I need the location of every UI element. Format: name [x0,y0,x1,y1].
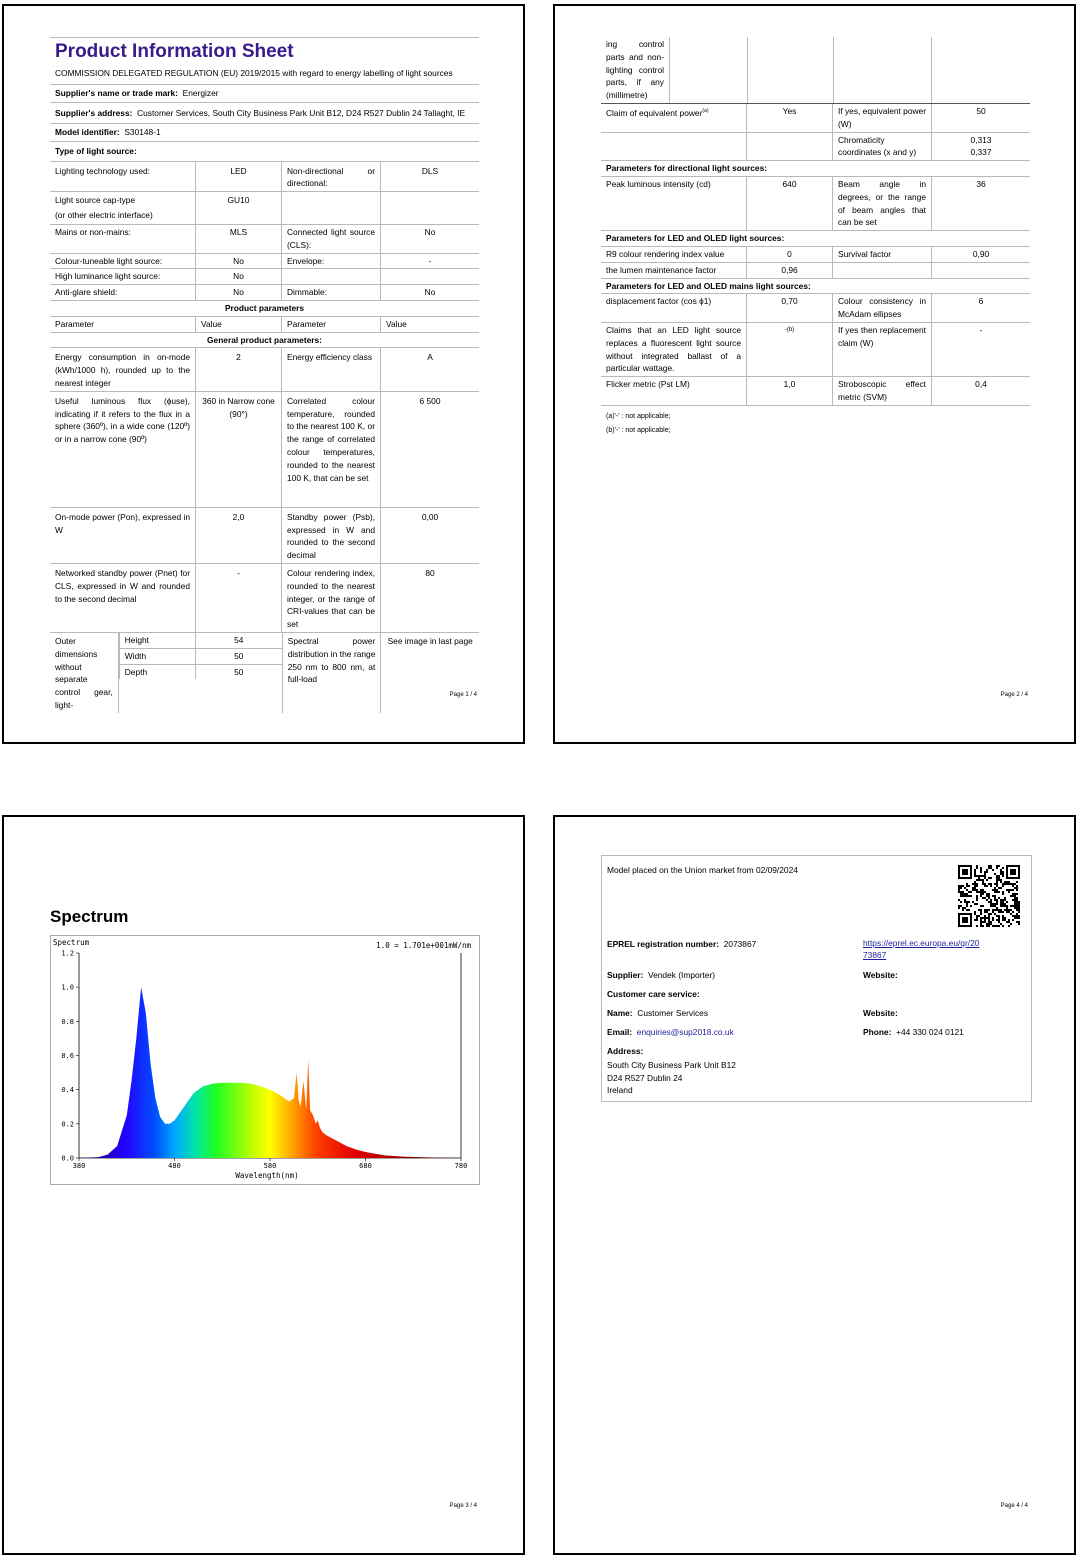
param-value: 36 [976,178,986,189]
param-value: 80 [425,567,435,578]
table-row [50,348,479,391]
param-label: Beam angle in degrees, or the range of beam angles that can be set [833,177,932,230]
dim-label: Height [119,633,196,648]
param-label: Energy efficiency class [282,348,381,390]
page-4 [553,815,1076,1555]
email-link[interactable]: enquiries@sup2018.co.uk [636,1027,734,1037]
param-value: - [428,255,432,266]
table-row [50,162,479,192]
param-label: Colour consistency in McAdam ellipses [833,294,932,322]
y-tick-label: 0.6 [61,1052,74,1060]
param-label: Dimmable: [282,285,381,300]
param-label: Useful luminous flux (ɸuse), indicating if it refers to the flux in a sphere (360º), in a wide cone (120º) or in a narrow cone (90º) [50,392,196,507]
email-row [607,1027,734,1037]
eprel-value: 2073867 [723,939,757,949]
param-label: displacement factor (cos ɸ1) [601,294,747,322]
param-value: 6 [978,296,984,307]
dims-subtable [119,633,283,713]
customer-care-label: Customer care service: [607,989,700,999]
empty-cell [932,37,1030,103]
table-row [601,323,1030,377]
param-label: Stroboscopic effect metric (SVM) [833,377,932,405]
continued-label: ing control parts and non-lighting control parts, if any (millimetre) [601,37,670,103]
param-value: No [196,285,282,300]
model-row [50,124,479,142]
empty-cell [747,133,833,161]
section-heading: Parameters for directional light sources: [606,163,768,174]
param-label: High luminance light source: [50,269,196,284]
table-row [50,564,479,633]
param-label: Colour-tuneable light source: [50,254,196,269]
column-header: Parameter [50,317,196,332]
address-block [607,1059,736,1097]
table-row [50,392,479,508]
product-information-table [50,37,479,713]
chart-title: Spectrum [53,938,90,947]
param-value: -(b) [747,323,833,376]
param-label: Claim of equivalent power [606,107,703,118]
dim-row [119,665,282,680]
section-cell [601,161,1030,176]
supplier-row [607,970,715,980]
section-row [601,231,1030,247]
address-label: Supplier's address: [55,107,133,118]
table-row [601,377,1030,406]
param-value: 6 500 [419,395,441,406]
param-value: 0,4 [975,379,987,390]
section-row [601,279,1030,295]
table-row [601,104,1030,133]
param-value: LED [196,162,282,191]
footnote-ref: (a) [702,107,709,114]
section-cell [601,231,1030,246]
supplier-cell [50,85,479,102]
param-label: On-mode power (Pon), expressed in W [50,508,196,563]
param-value: 0,313 0,337 [970,134,992,158]
param-label: Peak luminous intensity (cd) [601,177,747,230]
continued-cell [601,37,748,103]
page-2 [553,4,1076,744]
page-number: Page 1 / 4 [449,692,477,698]
param-label: Networked standby power (Pnet) for CLS, expressed in W and rounded to the second decimal [50,564,196,632]
param-value: 2 [196,348,282,390]
param-value: 0,90 [972,248,990,259]
param-label: Energy consumption in on-mode (kWh/1000 h), rounded up to the nearest integer [50,348,196,390]
param-value: - [979,324,983,335]
spd-value: See image in last page [387,635,473,646]
eprel-label: EPREL registration number: [607,939,719,949]
supplier-value: Energizer [182,87,219,98]
param-value: MLS [196,225,282,253]
section-row [601,161,1030,177]
supplier-value: Vendek (Importer) [647,970,715,980]
y-tick-label: 0.2 [61,1120,74,1129]
empty-cell [670,37,747,103]
supplier-row [50,85,479,103]
model-cell [50,124,479,141]
phone-label: Phone: [863,1027,892,1037]
table-row [601,247,1030,263]
eprel-info-box [601,855,1032,1102]
model-value: S30148-1 [124,127,161,138]
page-3 [2,815,525,1555]
param-label: Lighting technology used: [50,162,196,191]
param-value: 0,00 [421,511,439,522]
param-label: R9 colour rendering index value [601,247,747,262]
dim-value: 50 [234,666,244,677]
param-label: Light source cap-type (or other electric interface) [50,192,196,224]
page-number: Page 4 / 4 [1000,1503,1028,1509]
param-value: No [424,287,436,298]
address-value: Customer Services, South City Business Park Unit B12, D24 R527 Dublin 24 Tallaght, IE [137,107,466,118]
x-axis-label: Wavelength(nm) [235,1171,299,1180]
param-value: 50 [976,105,986,116]
x-tick-label: 680 [359,1162,372,1170]
param-value: - [196,564,282,632]
market-placement: Model placed on the Union market from 02/09/2024 [607,865,798,875]
param-label-cell [601,104,747,132]
supplier-label: Supplier: [607,970,644,980]
email-label: Email: [607,1027,633,1037]
param-label: the lumen maintenance factor [601,263,747,278]
dim-label: Depth [119,665,196,680]
qr-code-icon[interactable] [958,865,1020,927]
eprel-link-line-1: https://eprel.ec.europa.eu/qr/20 [863,938,980,948]
page-number: Page 3 / 4 [449,1503,477,1509]
param-value: 360 in Narrow cone (90°) [196,392,282,507]
param-value: 2,0 [196,508,282,563]
param-label: Envelope: [282,254,381,269]
y-tick-label: 0.0 [61,1154,74,1163]
model-label: Model identifier: [55,127,120,138]
param-value: A [427,352,433,363]
continued-table [601,37,1030,438]
empty-cell [748,37,834,103]
name-row [607,1008,708,1018]
eprel-link[interactable] [863,937,979,961]
x-tick-label: 480 [168,1162,181,1170]
table-row [50,192,479,225]
address-row [50,103,479,125]
column-header: Value [196,317,282,332]
x-tick-label: 780 [454,1162,468,1170]
column-header-row [50,317,479,333]
footnote: (a)'-' : not applicable; [606,412,671,420]
website-label-2: Website: [863,1008,898,1018]
table-row [601,37,1030,104]
address-label: Address: [607,1046,644,1056]
param-label: Flicker metric (Pst LM) [601,377,747,405]
dim-value: 54 [234,634,244,645]
chart-plot [79,987,461,1158]
section-heading: General product parameters: [207,334,322,345]
table-row [50,254,479,270]
chart-annotation: 1.0 = 1.701e+001mW/nm [376,941,471,950]
empty-cell [834,37,933,103]
table-row [50,508,479,564]
param-value [381,269,479,284]
section-heading: Parameters for LED and OLED light sources: [606,233,785,244]
eprel-link-line-2: 73867 [863,950,887,960]
y-tick-label: 1.2 [61,949,74,958]
param-value: GU10 [196,192,282,224]
name-label: Name: [607,1008,633,1018]
spectrum-chart [50,935,480,1185]
param-value: 0,96 [747,263,833,278]
param-label: Chromaticity coordinates (x and y) [833,133,932,161]
param-label: Mains or non-mains: [50,225,196,253]
param-value: No [196,254,282,269]
dims-label: Outer dimensions without separate control gear, light- [50,633,119,713]
spd-label: Spectral power distribution in the range 250 nm to 800 nm, at full-load [283,633,382,713]
column-header: Parameter [282,317,381,332]
param-value: DLS [421,165,439,176]
param-label: If yes, equivalent power (W) [833,104,932,132]
param-value [381,192,479,224]
x-tick-label: 580 [263,1162,277,1170]
footnote: (b)'-' : not applicable; [606,426,671,434]
type-cell [50,142,479,161]
param-value: No [196,269,282,284]
param-value: 1,0 [747,377,833,405]
address-line: Ireland [607,1085,633,1095]
dim-row [119,649,282,665]
param-label: Standby power (Psb), expressed in W and rounded to the second decimal [282,508,381,563]
y-tick-label: 0.8 [61,1017,74,1026]
address-cell [50,103,479,124]
table-row [50,225,479,254]
section-heading: Product parameters [224,302,305,313]
name-value: Customer Services [637,1008,709,1018]
param-label [282,192,381,224]
table-row [50,269,479,285]
type-label: Type of light source: [55,146,137,157]
param-label: Correlated colour temperature, rounded to the nearest 100 K, or the range of correlated colour temperatures, rounded to the nearest 100 K, that can be set [282,392,381,507]
type-row [50,142,479,162]
param-label [282,269,381,284]
param-value: 0,70 [747,294,833,322]
dim-value: 50 [234,650,244,661]
param-label: Survival factor [833,247,932,262]
spectrum-heading: Spectrum [50,907,129,926]
table-row [50,285,479,301]
general-params-header [50,333,479,349]
param-value: No [424,226,436,237]
website-label: Website: [863,970,898,980]
regulation-text: COMMISSION DELEGATED REGULATION (EU) 2019/2015 with regard to energy labelling of light sources [55,68,453,78]
eprel-row [607,939,756,949]
address-line: South City Business Park Unit B12 [607,1060,736,1070]
param-label: Claims that an LED light source replaces a fluorescent light source without integrated ballast of a particular wattage. [601,323,747,376]
title-row [50,38,479,85]
table-row [601,177,1030,231]
param-label: Anti-glare shield: [50,285,196,300]
y-tick-label: 0.4 [61,1086,74,1095]
product-params-header [50,301,479,317]
empty-cell [932,263,1030,278]
table-row [601,263,1030,279]
sheet-title: Product Information Sheet [55,41,294,62]
dimensions-row [50,633,479,713]
page-1 [2,4,525,744]
param-label: Connected light source (CLS): [282,225,381,253]
table-row [601,133,1030,162]
supplier-label: Supplier's name or trade mark: [55,87,179,98]
table-row [601,294,1030,323]
section-cell [601,279,1030,294]
phone-value: +44 330 024 0121 [896,1027,964,1037]
address-line: D24 R527 Dublin 24 [607,1072,683,1083]
phone-row [863,1027,964,1037]
dim-label: Width [119,649,196,664]
empty-cell [601,133,747,161]
empty-cell [833,263,932,278]
dim-row [119,633,282,649]
param-value: 640 [747,177,833,230]
spectrum-area [79,987,461,1158]
param-value: 0 [747,247,833,262]
param-label: If yes then replacement claim (W) [833,323,932,376]
page-number: Page 2 / 4 [1000,692,1028,698]
param-label: Colour rendering index, rounded to the nearest integer, or the range of CRI-values that can be set [282,564,381,632]
param-value: Yes [747,104,833,132]
param-label: Non-directional or directional: [282,162,381,191]
y-tick-label: 1.0 [61,983,74,992]
spectrum-svg [51,936,479,1184]
x-tick-label: 380 [72,1162,86,1170]
column-header: Value [386,318,407,329]
section-heading: Parameters for LED and OLED mains light sources: [606,280,811,291]
